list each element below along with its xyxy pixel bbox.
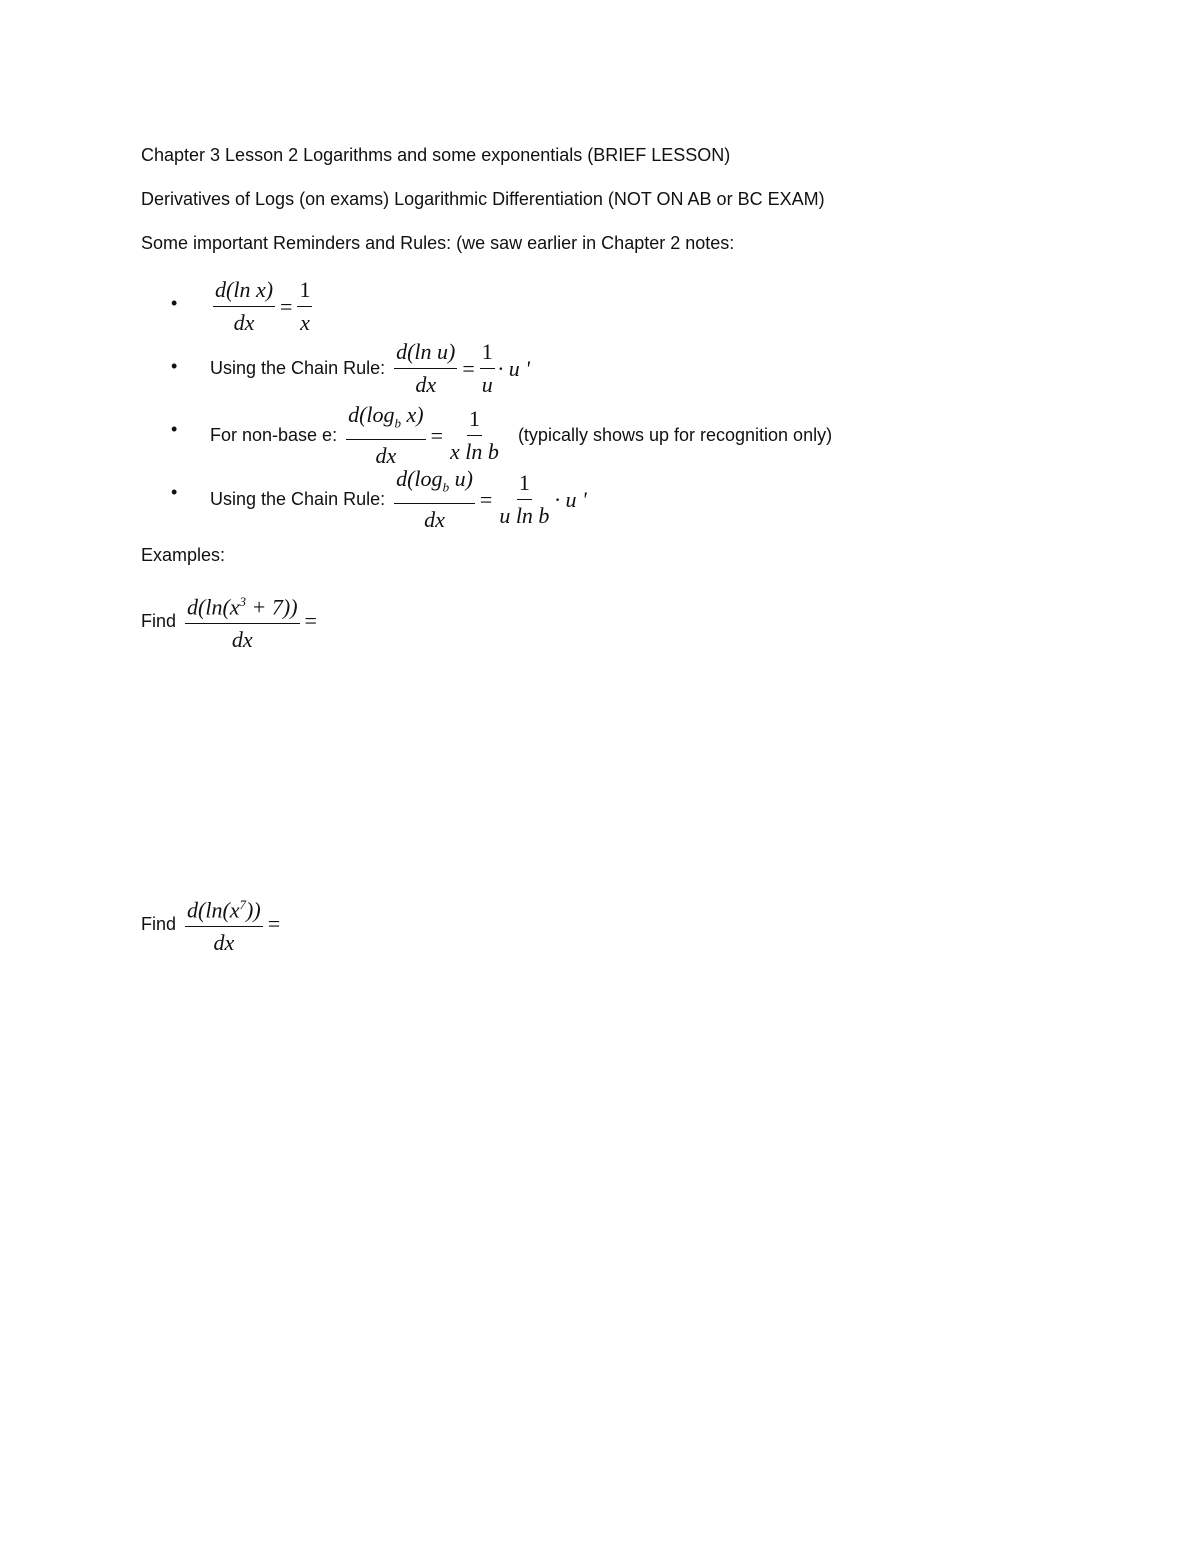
fraction-rhs: [480, 339, 495, 398]
denominator: dx: [231, 627, 253, 653]
example-2: [141, 892, 282, 956]
exponent: 7: [239, 897, 247, 912]
reminders-heading: Some important Reminders and Rules: (we saw earlier in Chapter 2 notes:: [141, 233, 735, 253]
denominator: dx: [375, 443, 397, 469]
recognition-note: (typically shows up for recognition only): [517, 425, 833, 446]
denominator: dx: [415, 372, 437, 397]
rule-ln-x: [210, 277, 315, 336]
log-base: b: [442, 479, 450, 495]
rule-label: Using the Chain Rule:: [210, 489, 386, 510]
numerator-post: u): [449, 466, 473, 491]
u-prime-factor: · u ': [497, 355, 531, 381]
numerator: d(ln x): [213, 277, 275, 307]
numerator: [394, 466, 475, 504]
rule-label: Using the Chain Rule:: [210, 358, 386, 378]
numerator-pre: d(log: [348, 402, 395, 427]
denominator: x ln b: [450, 439, 499, 465]
find-label: Find: [141, 610, 177, 631]
numerator: 1: [297, 277, 312, 307]
fraction-rhs: [297, 277, 312, 336]
lesson-subtitle: Derivatives of Logs (on exams) Logarithmic Differentiation (NOT ON AB or BC EXAM): [141, 189, 825, 209]
denominator: dx: [424, 507, 445, 533]
rule-log-b-x: [210, 402, 832, 469]
denominator: dx: [233, 310, 255, 335]
numerator: [185, 892, 263, 927]
numerator-post: x): [401, 402, 424, 427]
numerator: [185, 589, 300, 624]
numerator-pre: d(ln(x: [187, 594, 240, 620]
bullet-4: •: [171, 482, 178, 502]
denominator: u ln b: [499, 503, 550, 529]
numerator: 1: [480, 339, 495, 369]
denominator: x: [300, 310, 310, 335]
find-label: Find: [141, 913, 177, 934]
rule-ln-u-chain: [210, 339, 530, 398]
rule-label: For non-base e:: [210, 425, 338, 446]
fraction-lhs: [394, 339, 457, 398]
equals-sign: =: [430, 422, 444, 448]
example-1: [141, 589, 319, 653]
numerator: d(ln u): [394, 339, 457, 369]
fraction-lhs: [394, 466, 475, 533]
numerator-post: + 7)): [246, 594, 298, 620]
numerator: [346, 402, 426, 440]
example-fraction: [185, 892, 263, 956]
denominator: u: [481, 372, 493, 397]
examples-heading: Examples:: [141, 545, 226, 565]
fraction-lhs: [213, 277, 275, 336]
log-base: b: [394, 415, 402, 431]
lesson-title: Chapter 3 Lesson 2 Logarithms and some exponentials (BRIEF LESSON): [141, 145, 731, 165]
bullet-1: •: [171, 293, 178, 313]
equals-sign: =: [304, 608, 317, 634]
numerator-pre: d(ln(x: [187, 897, 240, 923]
u-prime-factor: · u ': [554, 486, 587, 512]
fraction-rhs: [448, 406, 501, 465]
bullet-3: •: [171, 419, 178, 439]
numerator-pre: d(log: [396, 466, 443, 491]
denominator: dx: [213, 930, 235, 956]
bullet-2: •: [171, 356, 178, 376]
equals-sign: =: [280, 293, 293, 319]
fraction-rhs: [497, 470, 551, 529]
equals-sign: =: [462, 355, 475, 381]
equals-sign: =: [479, 486, 493, 512]
exponent: 3: [239, 594, 247, 609]
numerator: 1: [517, 470, 532, 500]
numerator: 1: [467, 406, 482, 436]
rule-log-b-u-chain: [210, 466, 587, 533]
fraction-lhs: [346, 402, 426, 469]
numerator-post: )): [246, 897, 261, 923]
example-fraction: [185, 589, 300, 653]
equals-sign: =: [267, 911, 281, 937]
